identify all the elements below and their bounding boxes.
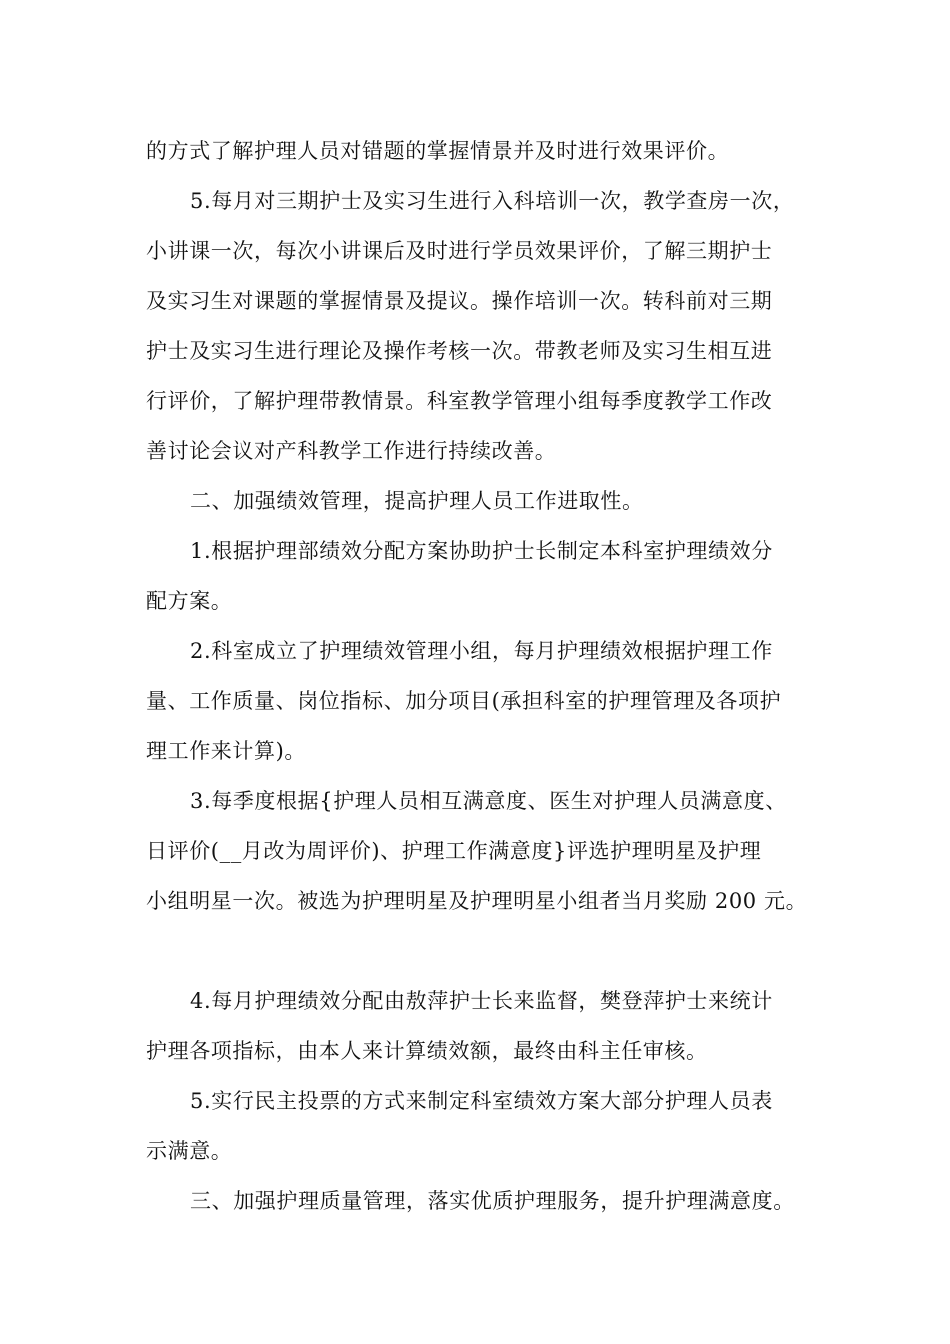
- text-line: 5.实行民主投票的方式来制定科室绩效方案大部分护理人员表: [190, 1089, 773, 1113]
- text-line: 1.根据护理部绩效分配方案协助护士长制定本科室护理绩效分: [190, 539, 773, 563]
- text-line: 护士及实习生进行理论及操作考核一次。带教老师及实习生相互进: [146, 339, 773, 363]
- text-line: 3.每季度根据{护理人员相互满意度、医生对护理人员满意度、: [190, 789, 787, 813]
- text-line: 5.每月对三期护士及实习生进行入科培训一次，教学查房一次，: [190, 189, 795, 213]
- text-line: 行评价，了解护理带教情景。科室教学管理小组每季度教学工作改: [146, 389, 773, 413]
- text-line: 2.科室成立了护理绩效管理小组，每月护理绩效根据护理工作: [190, 639, 773, 663]
- text-line: 小讲课一次，每次小讲课后及时进行学员效果评价，了解三期护士: [146, 239, 773, 263]
- text-line: 理工作来计算)。: [146, 739, 306, 763]
- text-line: 及实习生对课题的掌握情景及提议。操作培训一次。转科前对三期: [146, 289, 773, 313]
- text-line: 善讨论会议对产科教学工作进行持续改善。: [146, 439, 557, 463]
- text-line: 示满意。: [146, 1139, 233, 1163]
- text-line: 护理各项指标，由本人来计算绩效额，最终由科主任审核。: [146, 1039, 708, 1063]
- text-line: 量、工作质量、岗位指标、加分项目(承担科室的护理管理及各项护: [146, 689, 782, 713]
- text-line: 日评价(__月改为周评价)、护理工作满意度}评选护理明星及护理: [146, 839, 762, 863]
- text-line: 小组明星一次。被选为护理明星及护理明星小组者当月奖励 200 元。: [146, 889, 808, 913]
- section-heading: 二、加强绩效管理，提高护理人员工作进取性。: [190, 489, 644, 513]
- text-line: 配方案。: [146, 589, 233, 613]
- text-line: 的方式了解护理人员对错题的掌握情景并及时进行效果评价。: [146, 139, 730, 163]
- section-heading: 三、加强护理质量管理，落实优质护理服务，提升护理满意度。: [190, 1189, 795, 1213]
- text-line: 4.每月护理绩效分配由敖萍护士长来监督，樊登萍护士来统计: [190, 989, 773, 1013]
